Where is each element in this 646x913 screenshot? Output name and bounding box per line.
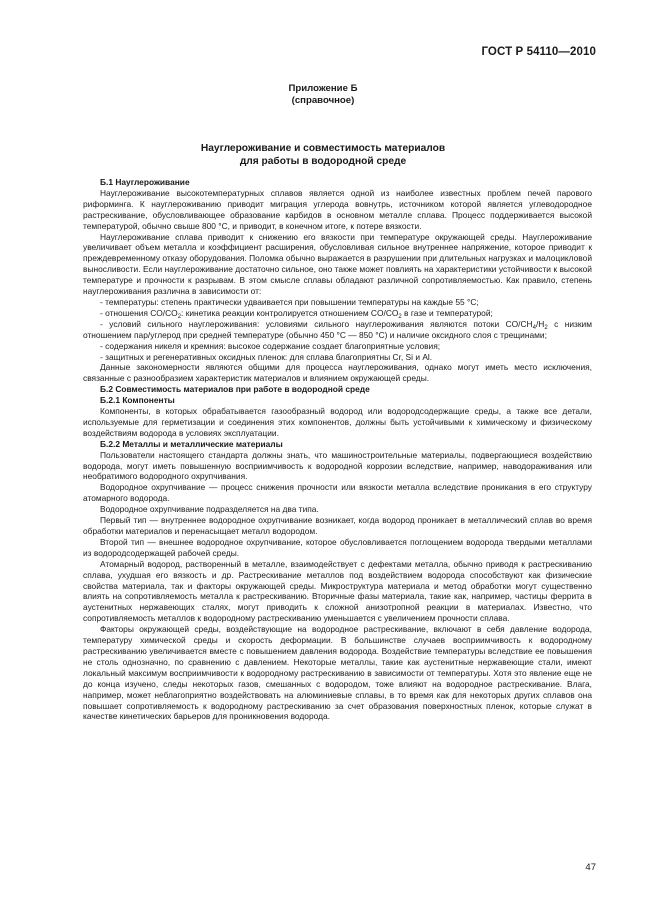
- subscript: 4: [532, 324, 536, 331]
- annex-note: (справочное): [291, 95, 355, 106]
- standard-header: ГОСТ Р 54110—2010: [481, 46, 596, 58]
- section-b1-heading: Б.1 Науглероживание: [100, 177, 190, 187]
- annex-title: Приложение Б: [288, 83, 358, 94]
- list-item-text: /H: [535, 318, 545, 329]
- annex-heading: [0, 83, 646, 107]
- paragraph: Первый тип — внутреннее водородное охрупчивание возникает, когда водород проникает в металлический сплав во время обработки материалов и перенасыщает металл водородом.: [83, 515, 592, 536]
- paragraph: Компоненты, в которых обрабатывается газообразный водород или водородсодержащие среды, а также все детали, используемые для герметизации и соединения этих компонентов, должны быть устойчивыми к химическому и физическому воздействиям водорода в условиях эксплуатации.: [83, 406, 592, 438]
- paragraph: Факторы окружающей среды, воздействующие на водородное растрескивание, включают в себя давление водорода, температуру химической среды и скорость деформации. В большинстве случаев восприимчивость к водородному растрескиванию увеличивается вместе с повышением давления водорода. Воздействие температуры вследствие ее повышения не столь однозначно, по сравнению с давлением. Некоторые металлы, такие как аустенитные нержавеющие стали, имеют локальный максимум восприимчивости к водородному растрескиванию в зависимости от температуры. Хотя это явление еще не до конца изучено, следы некоторых газов, смешанных с водородом, тоже влияют на водородное растрескивание. Влага, например, может неблагоприятно воздействовать на алюминиевые сплавы, в то время как для некоторых других сплавов она повышает сопротивляемость к водородному растрескиванию за счет образования поверхностных пленок, которые служат в качестве кинетических барьеров для проникновения водорода.: [83, 624, 592, 722]
- paragraph: Атомарный водород, растворенный в металле, взаимодействует с дефектами металла, обычно приводя к растрескиванию сплава, ухудшая его вязкость и др. Растрескивание металлов под воздействием водорода способствуют как физические свойства материала, так и факторы окружающей среды. Микроструктура материала и метод обработки могут существенно влиять на сопротивляемость металла к растрескиванию. Вторичные фазы материала, такие как, например, частицы феррита в аустенитных нержавеющих сталях, могут приводить к сложной анизотропной реакции в материалах. Известно, что сопротивляемость металлов к водородному растрескиванию уменьшается с увеличением прочности сплава.: [83, 558, 592, 624]
- paragraph: Пользователи настоящего стандарта должны знать, что машиностроительные материалы, подвергающиеся воздействию водорода, могут иметь повышенную восприимчивость к водородной коррозии вследствие, например, наводораживания или необратимого водородного охрупчивания.: [83, 449, 592, 482]
- list-item: [83, 319, 592, 341]
- document-title-line2: для работы в водородной среде: [239, 156, 407, 167]
- section-b22-heading: Б.2.2 Металлы и металлические материалы: [100, 438, 283, 449]
- paragraph: Водородное охрупчивание подразделяется на два типа.: [100, 504, 319, 515]
- section-b2-heading: Б.2 Совместимость материалов при работе в водородной среде: [100, 384, 370, 395]
- list-item: - защитных и регенеративных оксидных пленок: для сплава благоприятны Cr, Si и Al.: [100, 351, 433, 362]
- document-title-line1: Науглероживание и совместимость материалов: [200, 143, 446, 154]
- page-number: 47: [585, 862, 596, 873]
- subscript: 2: [398, 313, 402, 320]
- document-body: [83, 177, 592, 722]
- subscript: 2: [544, 324, 548, 331]
- paragraph: Водородное охрупчивание — процесс снижения прочности или вязкости металла вследствие проникания в его структуру атомарного водорода.: [83, 482, 592, 504]
- paragraph: Второй тип — внешнее водородное охрупчивание, которое обусловливается поглощением водорода твердыми металлами из водородсодержащей рабочей среды.: [83, 536, 592, 558]
- list-item-text: - отношения CO/CO: [100, 307, 178, 318]
- subscript: 2: [177, 313, 182, 320]
- document-title: [0, 142, 646, 168]
- list-item: - температуры: степень практически удваивается при повышении температуры на каждые 55 °С;: [100, 296, 479, 307]
- list-item-text: - условий сильного науглероживания: условиями сильного науглероживания являются потоки CO/CH: [100, 318, 533, 329]
- section-b21-heading: Б.2.1 Компоненты: [100, 395, 175, 406]
- list-item-text: в газе и температурой;: [401, 307, 493, 318]
- paragraph: Науглероживание сплава приводит к снижению его вязкости при температуре окружающей среды. Науглероживание увеличивает объем металла и коэффициент расширения, обусловливая сильное внутреннее напряжение, которое приводит к преждевременному отказу оборудования. Поломка обычно выражается в разрушении при длительных нагрузках и малоцикловой выносливости. Если науглероживание достаточно сильное, оно также может повлиять на характеристики устойчивости к высокой температуре и прочности к разрывам. В этом смысле сплавы обладают различной сопротивляемостью. Как правило, степень науглероживания различна в зависимости от:: [83, 231, 592, 297]
- list-item: [83, 308, 592, 319]
- list-item-text: с низким отношением пар/углерод при средней температуре (обычно 450 °С — 850 °С) и наличие оксидного слоя с трещинами;: [83, 318, 592, 340]
- paragraph: Данные закономерности являются общими для процесса науглероживания, однако могут иметь место исключения, связанные с разнообразием характеристик материалов и влиянием окружающей среды.: [83, 362, 592, 384]
- list-item: - содержания никеля и кремния: высокое содержание создает благоприятные условия;: [100, 340, 441, 351]
- paragraph: Науглероживание высокотемпературных сплавов является одной из наиболее известных проблем печей парового риформинга. К науглероживанию приводит миграция углерода вовнутрь, источником которой является углеводородное растрескивание, обусловливающее образование карбидов в основном металле сплава. Процесс поддерживается высокой температурой, обычно свыше 800 °С, и приводит, в конечном итоге, к потере вязкости.: [83, 187, 592, 231]
- list-item-text: : кинетика реакции контролируется отношением CO/CO: [181, 307, 399, 318]
